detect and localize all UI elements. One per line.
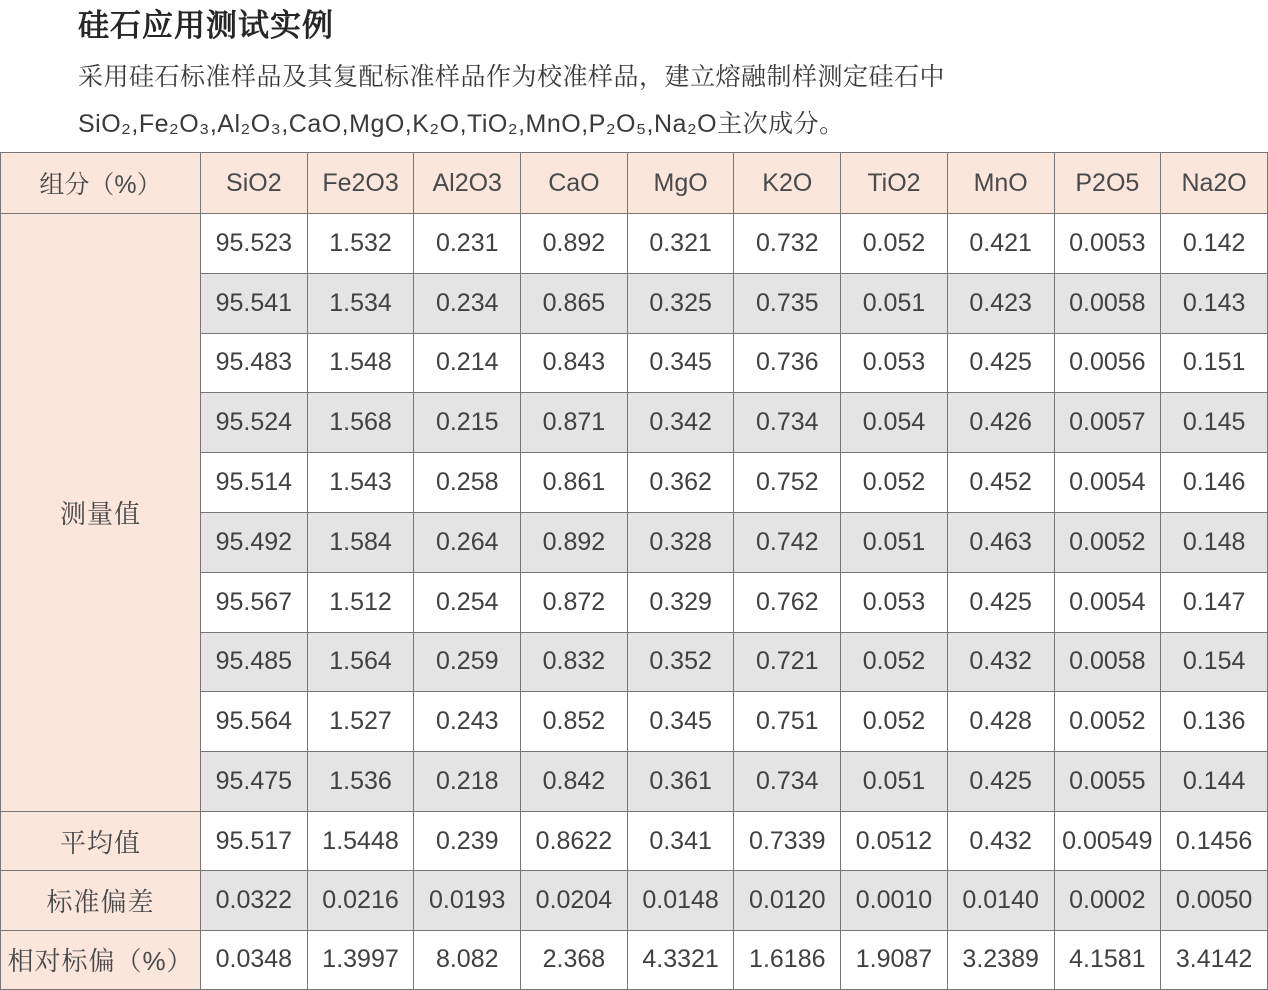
measurement-cell: 0.0057 bbox=[1054, 393, 1161, 453]
measurement-cell: 1.527 bbox=[307, 692, 414, 752]
measurement-cell: 95.564 bbox=[201, 692, 308, 752]
measurement-cell: 0.052 bbox=[841, 692, 948, 752]
measurement-cell: 0.426 bbox=[947, 393, 1054, 453]
measurement-cell: 0.136 bbox=[1161, 692, 1268, 752]
column-header: TiO2 bbox=[841, 153, 948, 214]
column-header: Fe2O3 bbox=[307, 153, 414, 214]
measurement-cell: 0.352 bbox=[627, 632, 734, 692]
column-header: Na2O bbox=[1161, 153, 1268, 214]
table-header-row bbox=[1, 153, 1268, 214]
measurement-cell: 0.0053 bbox=[1054, 214, 1161, 274]
summary-row bbox=[1, 930, 1268, 989]
summary-cell: 0.1456 bbox=[1161, 811, 1268, 870]
measurement-cell: 0.762 bbox=[734, 572, 841, 632]
summary-cell: 0.7339 bbox=[734, 811, 841, 870]
measurement-cell: 0.0052 bbox=[1054, 512, 1161, 572]
measurement-cell: 0.0058 bbox=[1054, 632, 1161, 692]
measurement-cell: 1.543 bbox=[307, 453, 414, 513]
measurement-cell: 0.234 bbox=[414, 273, 521, 333]
measurement-cell: 0.734 bbox=[734, 752, 841, 812]
measurement-cell: 0.0052 bbox=[1054, 692, 1161, 752]
measurement-cell: 1.564 bbox=[307, 632, 414, 692]
column-header-component: 组分（%） bbox=[1, 153, 201, 214]
measurement-cell: 95.485 bbox=[201, 632, 308, 692]
measurement-cell: 0.243 bbox=[414, 692, 521, 752]
summary-cell: 0.0120 bbox=[734, 871, 841, 930]
measurement-cell: 0.0058 bbox=[1054, 273, 1161, 333]
measurement-cell: 0.721 bbox=[734, 632, 841, 692]
measurement-cell: 0.861 bbox=[521, 453, 628, 513]
measurement-cell: 1.536 bbox=[307, 752, 414, 812]
summary-cell: 95.517 bbox=[201, 811, 308, 870]
column-header: Al2O3 bbox=[414, 153, 521, 214]
measurement-cell: 0.892 bbox=[521, 512, 628, 572]
summary-cell: 3.4142 bbox=[1161, 930, 1268, 989]
measurement-cell: 0.321 bbox=[627, 214, 734, 274]
summary-row bbox=[1, 811, 1268, 870]
summary-cell: 0.0216 bbox=[307, 871, 414, 930]
measurement-cell: 0.053 bbox=[841, 572, 948, 632]
summary-cell: 0.0204 bbox=[521, 871, 628, 930]
summary-cell: 0.432 bbox=[947, 811, 1054, 870]
measurement-cell: 0.361 bbox=[627, 752, 734, 812]
measurement-cell: 0.752 bbox=[734, 453, 841, 513]
measurement-cell: 1.532 bbox=[307, 214, 414, 274]
measurement-cell: 95.567 bbox=[201, 572, 308, 632]
measurement-cell: 0.872 bbox=[521, 572, 628, 632]
measurement-cell: 0.0054 bbox=[1054, 453, 1161, 513]
document-header bbox=[78, 8, 1218, 148]
measurement-cell: 0.151 bbox=[1161, 333, 1268, 393]
measurement-cell: 0.143 bbox=[1161, 273, 1268, 333]
measurement-cell: 0.051 bbox=[841, 512, 948, 572]
measurement-cell: 0.832 bbox=[521, 632, 628, 692]
measurement-cell: 0.052 bbox=[841, 453, 948, 513]
measurement-cell: 0.053 bbox=[841, 333, 948, 393]
measurement-cell: 95.514 bbox=[201, 453, 308, 513]
measurement-cell: 0.843 bbox=[521, 333, 628, 393]
page-title: 硅石应用测试实例 bbox=[78, 8, 334, 43]
measurement-cell: 0.425 bbox=[947, 752, 1054, 812]
summary-cell: 1.5448 bbox=[307, 811, 414, 870]
measurement-cell: 0.325 bbox=[627, 273, 734, 333]
column-header: CaO bbox=[521, 153, 628, 214]
summary-cell: 0.0348 bbox=[201, 930, 308, 989]
summary-cell: 1.6186 bbox=[734, 930, 841, 989]
measurement-cell: 0.0055 bbox=[1054, 752, 1161, 812]
summary-cell: 2.368 bbox=[521, 930, 628, 989]
summary-cell: 0.0512 bbox=[841, 811, 948, 870]
measurement-cell: 95.492 bbox=[201, 512, 308, 572]
measurement-cell: 0.259 bbox=[414, 632, 521, 692]
measurement-cell: 95.483 bbox=[201, 333, 308, 393]
summary-cell: 0.0010 bbox=[841, 871, 948, 930]
summary-row-label: 标准偏差 bbox=[1, 871, 201, 930]
measurement-cell: 0.425 bbox=[947, 572, 1054, 632]
column-header: P2O5 bbox=[1054, 153, 1161, 214]
measurement-cell: 0.865 bbox=[521, 273, 628, 333]
summary-row-label: 相对标偏（%） bbox=[1, 930, 201, 989]
measurement-cell: 0.842 bbox=[521, 752, 628, 812]
measurement-cell: 0.428 bbox=[947, 692, 1054, 752]
measurement-cell: 0.052 bbox=[841, 214, 948, 274]
measurement-cell: 0.264 bbox=[414, 512, 521, 572]
measurement-cell: 0.345 bbox=[627, 692, 734, 752]
measurement-cell: 0.215 bbox=[414, 393, 521, 453]
measurement-cell: 0.423 bbox=[947, 273, 1054, 333]
description-line-1: 采用硅石标准样品及其复配标准样品作为校准样品，建立熔融制样测定硅石中 bbox=[78, 63, 946, 91]
measurement-cell: 95.475 bbox=[201, 752, 308, 812]
summary-cell: 0.0322 bbox=[201, 871, 308, 930]
summary-cell: 4.1581 bbox=[1054, 930, 1161, 989]
measurement-cell: 0.154 bbox=[1161, 632, 1268, 692]
measurement-cell: 0.214 bbox=[414, 333, 521, 393]
column-header: K2O bbox=[734, 153, 841, 214]
summary-cell: 8.082 bbox=[414, 930, 521, 989]
measurement-cell: 95.541 bbox=[201, 273, 308, 333]
description-line-2: SiO₂,Fe₂O₃,Al₂O₃,CaO,MgO,K₂O,TiO₂,MnO,P₂O₅,Na₂O主次成分。 bbox=[78, 110, 845, 138]
measurement-cell: 0.145 bbox=[1161, 393, 1268, 453]
summary-cell: 0.0148 bbox=[627, 871, 734, 930]
measurement-cell: 0.871 bbox=[521, 393, 628, 453]
column-header: MnO bbox=[947, 153, 1054, 214]
measurement-cell: 0.052 bbox=[841, 632, 948, 692]
measurement-cell: 0.0054 bbox=[1054, 572, 1161, 632]
measurement-cell: 0.892 bbox=[521, 214, 628, 274]
measurement-cell: 0.054 bbox=[841, 393, 948, 453]
measurement-cell: 0.852 bbox=[521, 692, 628, 752]
summary-cell: 0.00549 bbox=[1054, 811, 1161, 870]
measurement-cell: 0.0056 bbox=[1054, 333, 1161, 393]
measurement-cell: 0.231 bbox=[414, 214, 521, 274]
measurement-cell: 0.254 bbox=[414, 572, 521, 632]
measurement-cell: 0.735 bbox=[734, 273, 841, 333]
measurement-cell: 0.421 bbox=[947, 214, 1054, 274]
summary-cell: 4.3321 bbox=[627, 930, 734, 989]
measurement-cell: 0.742 bbox=[734, 512, 841, 572]
column-header: MgO bbox=[627, 153, 734, 214]
measurement-cell: 0.329 bbox=[627, 572, 734, 632]
measurement-cell: 1.534 bbox=[307, 273, 414, 333]
measurement-cell: 95.524 bbox=[201, 393, 308, 453]
summary-cell: 0.239 bbox=[414, 811, 521, 870]
measurement-cell: 1.584 bbox=[307, 512, 414, 572]
summary-cell: 3.2389 bbox=[947, 930, 1054, 989]
measurement-cell: 0.258 bbox=[414, 453, 521, 513]
measurement-cell: 0.142 bbox=[1161, 214, 1268, 274]
summary-cell: 1.3997 bbox=[307, 930, 414, 989]
summary-cell: 0.341 bbox=[627, 811, 734, 870]
results-table bbox=[0, 152, 1268, 990]
measurement-cell: 0.051 bbox=[841, 752, 948, 812]
measurement-cell: 0.452 bbox=[947, 453, 1054, 513]
measurement-cell: 0.362 bbox=[627, 453, 734, 513]
summary-cell: 0.8622 bbox=[521, 811, 628, 870]
measurement-cell: 0.425 bbox=[947, 333, 1054, 393]
measurement-cell: 0.148 bbox=[1161, 512, 1268, 572]
measurement-cell: 0.146 bbox=[1161, 453, 1268, 513]
measurement-row bbox=[1, 214, 1268, 274]
column-header: SiO2 bbox=[201, 153, 308, 214]
measurement-cell: 0.751 bbox=[734, 692, 841, 752]
summary-cell: 1.9087 bbox=[841, 930, 948, 989]
measurement-cell: 0.734 bbox=[734, 393, 841, 453]
measurement-cell: 1.548 bbox=[307, 333, 414, 393]
summary-cell: 0.0193 bbox=[414, 871, 521, 930]
measurement-cell: 0.328 bbox=[627, 512, 734, 572]
measurement-cell: 0.147 bbox=[1161, 572, 1268, 632]
measurement-cell: 0.218 bbox=[414, 752, 521, 812]
measurement-cell: 0.345 bbox=[627, 333, 734, 393]
measurement-cell: 0.144 bbox=[1161, 752, 1268, 812]
measurement-cell: 0.051 bbox=[841, 273, 948, 333]
measurement-cell: 1.512 bbox=[307, 572, 414, 632]
measurement-group-label: 测量值 bbox=[1, 214, 201, 812]
summary-cell: 0.0002 bbox=[1054, 871, 1161, 930]
measurement-cell: 95.523 bbox=[201, 214, 308, 274]
measurement-cell: 0.342 bbox=[627, 393, 734, 453]
summary-row-label: 平均值 bbox=[1, 811, 201, 870]
summary-cell: 0.0140 bbox=[947, 871, 1054, 930]
measurement-cell: 0.463 bbox=[947, 512, 1054, 572]
summary-cell: 0.0050 bbox=[1161, 871, 1268, 930]
measurement-cell: 1.568 bbox=[307, 393, 414, 453]
summary-row bbox=[1, 871, 1268, 930]
measurement-cell: 0.432 bbox=[947, 632, 1054, 692]
measurement-cell: 0.732 bbox=[734, 214, 841, 274]
measurement-cell: 0.736 bbox=[734, 333, 841, 393]
